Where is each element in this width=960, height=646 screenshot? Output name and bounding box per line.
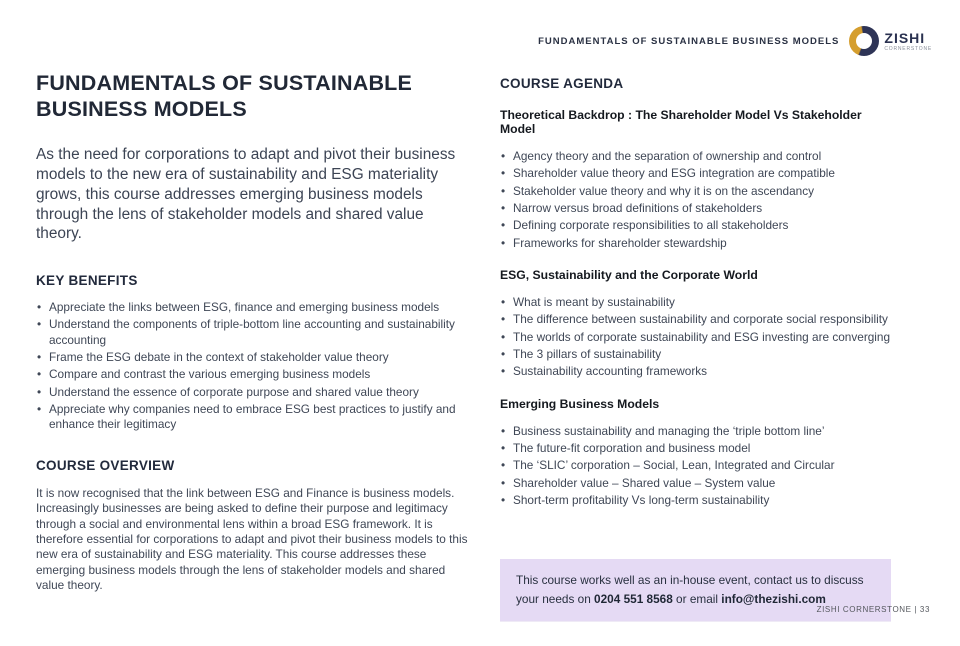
callout-text: or email	[672, 591, 722, 606]
list-item: • Agency theory and the separation of ownership and control	[500, 149, 892, 164]
agenda-section-list	[500, 295, 892, 380]
logo-brand: ZISHI	[884, 29, 926, 46]
list-item: • Stakeholder value theory and why it is on the ascendancy	[500, 184, 892, 199]
list-item: • The difference between sustainability and corporate social responsibility	[500, 312, 892, 327]
course-overview-paragraph: It is now recognised that the link between ESG and Finance is business models. Increasingly businesses are being asked to define their purpose and legitimacy through a social and environmental lens within a broad ESG framework. It is therefore essential for corporations to adapt and pivot their business models to this new era of sustainability and ESG materiality. This course addresses these emerging business models through the lens of stakeholder models and shared value theory.	[36, 485, 468, 593]
agenda-section	[500, 108, 892, 251]
agenda-section	[500, 397, 892, 509]
list-item: • Shareholder value – Shared value – System value	[500, 476, 892, 491]
agenda-section-heading: Emerging Business Models	[500, 396, 660, 411]
list-item: • Understand the essence of corporate purpose and shared value theory	[36, 385, 472, 400]
list-item: • The worlds of corporate sustainability and ESG investing are converging	[500, 330, 892, 345]
page-header	[538, 26, 932, 56]
key-benefits-heading: KEY BENEFITS	[36, 273, 138, 289]
list-item: • Shareholder value theory and ESG integration are compatible	[500, 166, 892, 181]
page-title: FUNDAMENTALS OF SUSTAINABLE BUSINESS MODELS	[36, 71, 413, 122]
list-item: • The 3 pillars of sustainability	[500, 347, 892, 362]
agenda-section-list	[500, 424, 892, 509]
list-item: • Business sustainability and managing the ‘triple bottom line’	[500, 424, 892, 439]
list-item: • Understand the components of triple-bottom line accounting and sustainability accounting	[36, 317, 472, 348]
right-column	[500, 76, 892, 622]
list-item: • Narrow versus broad definitions of stakeholders	[500, 201, 892, 216]
course-agenda-heading: COURSE AGENDA	[500, 76, 624, 91]
email-address: info@thezishi.com	[721, 591, 826, 606]
list-item: • The future-fit corporation and business model	[500, 441, 892, 456]
agenda-section-heading: ESG, Sustainability and the Corporate World	[500, 267, 758, 282]
agenda-sections	[500, 108, 892, 508]
agenda-section-heading: Theoretical Backdrop : The Shareholder Model Vs Stakeholder Model	[500, 108, 862, 136]
list-item: • Short-term profitability Vs long-term sustainability	[500, 493, 892, 508]
left-column	[36, 70, 472, 594]
list-item: • Compare and contrast the various emerging business models	[36, 367, 472, 382]
logo-subtitle: CORNERSTONE	[884, 45, 932, 52]
list-item: • The ‘SLIC’ corporation – Social, Lean, Integrated and Circular	[500, 458, 892, 473]
zishi-ring-icon	[849, 26, 879, 56]
zishi-logo	[849, 26, 932, 56]
agenda-section-list	[500, 149, 892, 251]
list-item: • Appreciate the links between ESG, finance and emerging business models	[36, 300, 472, 315]
agenda-section	[500, 268, 892, 380]
list-item: • Sustainability accounting frameworks	[500, 364, 892, 379]
list-item: • Frame the ESG debate in the context of stakeholder value theory	[36, 350, 472, 365]
list-item: • Frameworks for shareholder stewardship	[500, 236, 892, 251]
callout-text: This course works well as an in-house event, contact us to discuss your needs on	[516, 573, 864, 606]
page-footer: ZISHI CORNERSTONE | 33	[816, 605, 930, 614]
course-overview-heading: COURSE OVERVIEW	[36, 457, 175, 473]
list-item: • Defining corporate responsibilities to all stakeholders	[500, 218, 892, 233]
key-benefits-list	[36, 300, 472, 433]
list-item: • Appreciate why companies need to embrace ESG best practices to justify and enhance their legitimacy	[36, 402, 472, 433]
list-item: • What is meant by sustainability	[500, 295, 892, 310]
logo-text	[884, 31, 932, 52]
intro-paragraph: As the need for corporations to adapt and pivot their business models to the new era of sustainability and ESG materiality grows, this course addresses emerging business models through the lens of stakeholder models and shared value theory.	[36, 146, 456, 243]
header-running-title: FUNDAMENTALS OF SUSTAINABLE BUSINESS MODELS	[538, 35, 840, 47]
phone-number: 0204 551 8568	[594, 591, 673, 606]
